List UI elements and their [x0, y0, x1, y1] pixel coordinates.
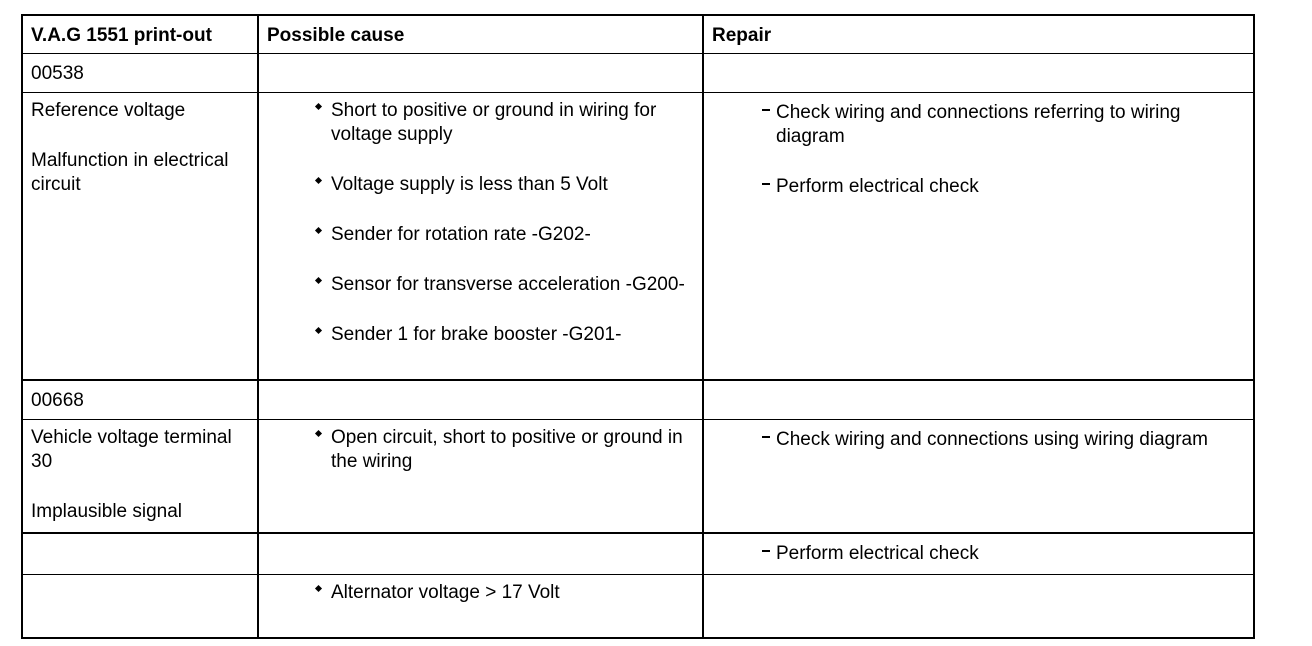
causes-cell [258, 419, 703, 533]
causes-cell [258, 92, 703, 380]
repair-list [704, 534, 1253, 566]
cause-item: Sender for rotation rate -G202- [331, 223, 692, 247]
cause-list [259, 575, 702, 605]
fault-code-cell [22, 380, 258, 420]
fault-description: Reference voltage [31, 99, 186, 121]
fault-condition: Malfunction in electrical circuit [31, 149, 229, 195]
diamond-bullet-icon [315, 178, 322, 185]
cause-item: Voltage supply is less than 5 Volt [331, 173, 692, 197]
repair-list [704, 93, 1253, 199]
repairs-cell [703, 533, 1254, 575]
table-row-alternator-voltage [22, 574, 1254, 638]
table-row-code-00668 [22, 380, 1254, 420]
diamond-bullet-icon [315, 104, 322, 111]
repairs-cell [703, 92, 1254, 380]
table-header-row [22, 15, 1254, 53]
empty-cell [22, 533, 258, 575]
fault-code-cell [22, 53, 258, 92]
cause-item: Open circuit, short to positive or ground in the wiring [331, 426, 692, 474]
dash-bullet-icon [762, 550, 770, 552]
repair-item: Perform electrical check [776, 542, 1239, 566]
header-possible-cause: Possible cause [258, 15, 703, 53]
diamond-bullet-icon [315, 586, 322, 593]
description-cell [22, 92, 258, 380]
diamond-bullet-icon [315, 228, 322, 235]
fault-condition: Implausible signal [31, 500, 183, 522]
header-printout: V.A.G 1551 print-out [22, 15, 258, 53]
table-row-perform-check [22, 533, 1254, 575]
repair-item: Perform electrical check [776, 175, 1239, 199]
cause-item: Alternator voltage > 17 Volt [331, 581, 692, 605]
cause-item: Sender 1 for brake booster -G201- [331, 323, 692, 347]
diamond-bullet-icon [315, 278, 322, 285]
description-cell [22, 419, 258, 533]
cause-item: Short to positive or ground in wiring for voltage supply [331, 99, 692, 147]
empty-cell [258, 53, 703, 92]
diamond-bullet-icon [315, 328, 322, 335]
cause-list [259, 420, 702, 474]
empty-cell [703, 574, 1254, 638]
causes-cell [258, 574, 703, 638]
empty-cell [703, 380, 1254, 420]
table-row-vehicle-voltage [22, 419, 1254, 533]
table-row-reference-voltage [22, 92, 1254, 380]
empty-cell [703, 53, 1254, 92]
empty-cell [258, 380, 703, 420]
repair-list [704, 420, 1253, 452]
repairs-cell [703, 419, 1254, 533]
fault-code: 00538 [31, 62, 84, 84]
fault-code-table [21, 14, 1255, 639]
dash-bullet-icon [762, 183, 770, 185]
table-row-code-00538 [22, 53, 1254, 92]
cause-list [259, 93, 702, 347]
repair-item: Check wiring and connections using wiring diagram [776, 428, 1239, 452]
cause-item: Sensor for transverse acceleration -G200- [331, 273, 692, 297]
dash-bullet-icon [762, 109, 770, 111]
empty-cell [258, 533, 703, 575]
header-repair: Repair [703, 15, 1254, 53]
repair-item: Check wiring and connections referring to wiring diagram [776, 101, 1239, 149]
fault-code: 00668 [31, 389, 84, 411]
empty-cell [22, 574, 258, 638]
dash-bullet-icon [762, 436, 770, 438]
fault-description: Vehicle voltage terminal 30 [31, 426, 232, 472]
diamond-bullet-icon [315, 431, 322, 438]
